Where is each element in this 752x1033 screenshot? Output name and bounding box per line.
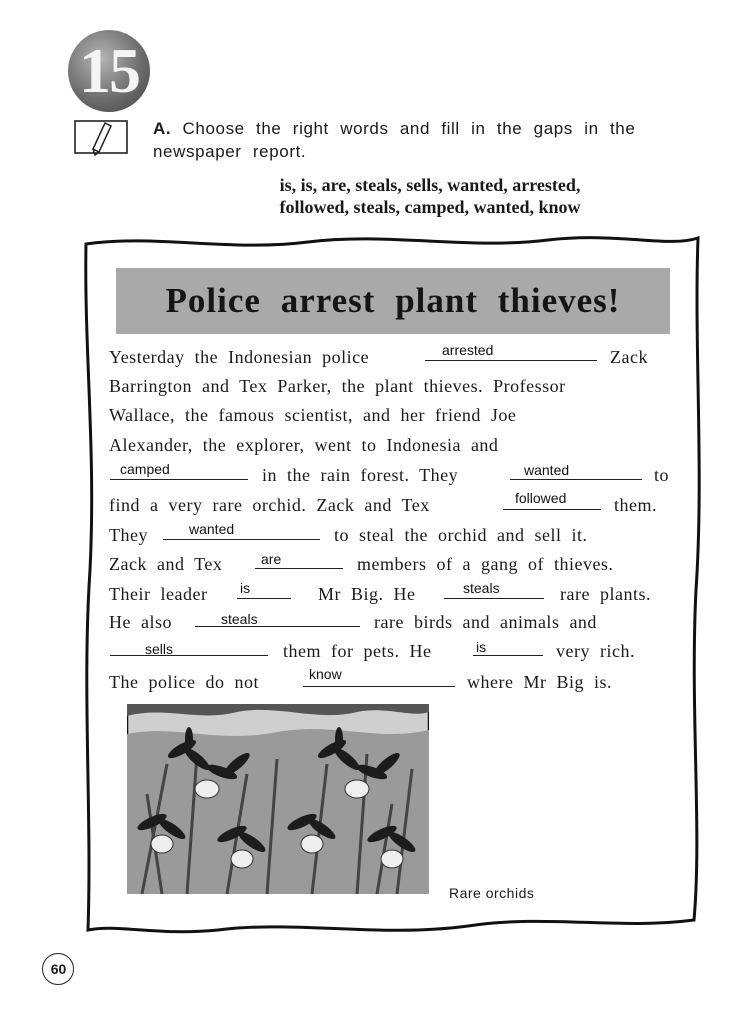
line-10-b: rare birds and animals and [374,612,597,632]
line-12-a: The police do not [109,672,259,692]
instruction-line-1: Choose the right words and fill in the gaps in the [182,119,636,138]
line-2: Barrington and Tex Parker, the plant thieves. Professor [109,376,566,396]
answer-1: arrested [442,342,494,358]
gap-10[interactable] [110,655,268,656]
pencil-icon [73,117,129,157]
line-7-a: They [109,525,148,545]
line-1-a: Yesterday the Indonesian police [109,347,370,367]
line-11-b: very rich. [556,641,635,661]
gap-11[interactable] [473,655,543,656]
answer-2: camped [120,461,170,477]
line-11-a: them for pets. He [283,641,432,661]
answer-12: know [309,666,342,682]
answer-7: is [240,580,251,596]
line-6-b: them. [614,495,657,515]
line-12-b: where Mr Big is. [467,672,612,692]
line-10-a: He also [109,612,172,632]
report-headline: Police arrest plant thieves! [165,281,621,320]
line-5-a: in the rain forest. They [262,465,459,485]
gap-12[interactable] [303,686,455,687]
gap-5[interactable] [163,539,320,540]
line-9-c: rare plants. [560,584,651,604]
line-8-b: members of a gang of thieves. [357,554,614,574]
answer-3: wanted [524,462,570,478]
gap-4[interactable] [503,509,601,510]
answer-6: are [261,551,282,567]
image-caption: Rare orchids [449,885,535,901]
line-8-a: Zack and Tex [109,554,223,574]
gap-3[interactable] [510,479,642,480]
line-6-a: find a very rare orchid. Zack and Tex [109,495,430,515]
gap-2[interactable] [110,479,248,480]
line-4: Alexander, the explorer, went to Indonesia and [109,435,499,455]
line-7-b: to steal the orchid and sell it. [334,525,588,545]
answer-11: is [476,639,487,655]
line-1-b: Zack [610,347,648,367]
line-5-b: to [654,465,670,485]
word-bank-line-1: is, is, are, steals, sells, wanted, arrested, [279,175,581,195]
gap-7[interactable] [237,598,291,599]
unit-number: 15 [79,35,139,106]
answer-4: followed [515,490,567,506]
page-number: 60 [50,961,67,977]
gap-1[interactable] [425,360,597,361]
answer-9: steals [221,611,258,627]
orchid-illustration [127,704,429,894]
gap-6[interactable] [255,568,343,569]
line-9-b: Mr Big. He [318,584,416,604]
line-9-a: Their leader [109,584,208,604]
answer-10: sells [145,641,174,657]
answer-8: steals [463,580,500,596]
gap-8[interactable] [444,598,544,599]
gap-9[interactable] [195,626,360,627]
instruction-line-2: newspaper report. [153,142,307,161]
answer-5: wanted [189,521,235,537]
task-instruction [153,118,713,140]
line-3: Wallace, the famous scientist, and her friend Joe [109,405,517,425]
word-bank-line-2: followed, steals, camped, wanted, know [279,197,581,217]
task-letter: A. [153,119,172,138]
